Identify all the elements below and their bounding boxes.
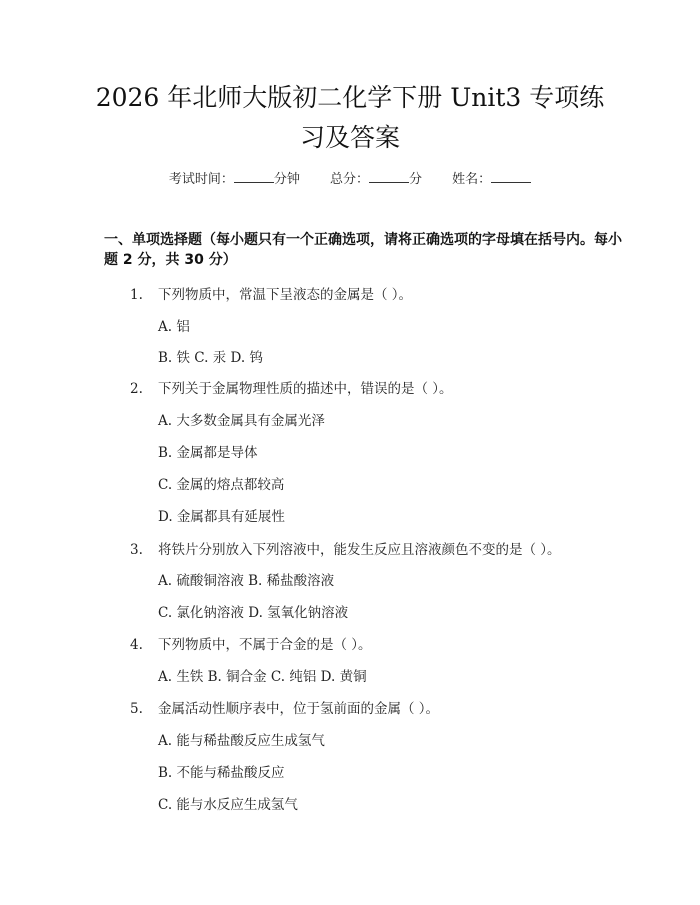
- exam-time: [169, 168, 300, 187]
- question-2-option-d: D. 金属都具有延展性: [158, 509, 285, 525]
- question-5-option-c: C. 能与水反应生成氢气: [158, 797, 298, 813]
- question-5-option-a: A. 能与稀盐酸反应生成氢气: [158, 733, 325, 749]
- question-5: [130, 697, 439, 717]
- question-2-option-a: A. 大多数金属具有金属光泽: [158, 413, 325, 429]
- question-text: 下列物质中，常温下呈液态的金属是（ ）。: [158, 287, 413, 303]
- question-number: 1.: [130, 287, 143, 303]
- title-line-2: 习及答案: [299, 123, 400, 152]
- question-text: 下列物质中，不属于合金的是（ ）。: [158, 637, 372, 653]
- question-4-option-line-1: A. 生铁 B. 铜合金 C. 纯铝 D. 黄铜: [158, 669, 367, 685]
- question-3: [130, 538, 561, 558]
- question-1-option-line-1: A. 铝: [158, 319, 190, 335]
- question-text: 将铁片分别放入下列溶液中，能发生反应且溶液颜色不变的是（ ）。: [158, 542, 561, 558]
- title-line-1: 2026 年北师大版初二化学下册 Unit3 专项练: [95, 83, 605, 112]
- question-3-option-line-2: C. 氯化钠溶液 D. 氢氧化钠溶液: [158, 605, 349, 621]
- question-text: 金属活动性顺序表中，位于氢前面的金属（ ）。: [158, 701, 440, 717]
- time-unit: 分钟: [273, 172, 300, 187]
- student-name: [452, 168, 531, 187]
- question-2: [130, 377, 453, 397]
- name-blank: [491, 170, 531, 183]
- question-5-option-b: B. 不能与稀盐酸反应: [158, 765, 285, 781]
- question-2-option-c: C. 金属的熔点都较高: [158, 477, 285, 493]
- question-number: 3.: [130, 542, 143, 558]
- name-label: 姓名：: [452, 172, 492, 187]
- time-label: 考试时间：: [168, 172, 234, 187]
- question-4: [130, 633, 372, 653]
- page-title: [90, 78, 610, 158]
- section-heading: 一、单项选择题（每小题只有一个正确选项，请将正确选项的字母填在括号内。每小题 2 分，共 30 分）: [104, 232, 622, 268]
- question-number: 4.: [130, 637, 143, 653]
- score-label: 总分：: [329, 172, 369, 187]
- question-1: [130, 283, 412, 303]
- question-text: 下列关于金属物理性质的描述中，错误的是（ ）。: [158, 381, 453, 397]
- score-unit: 分: [409, 172, 423, 187]
- question-1-option-line-2: B. 铁 C. 汞 D. 钨: [158, 350, 263, 366]
- question-2-option-b: B. 金属都是导体: [158, 445, 258, 461]
- exam-meta: [0, 168, 700, 187]
- question-3-option-line-1: A. 硫酸铜溶液 B. 稀盐酸溶液: [158, 573, 335, 589]
- question-number: 5.: [130, 701, 143, 717]
- score-blank: [369, 170, 409, 183]
- question-number: 2.: [130, 381, 143, 397]
- time-blank: [234, 170, 274, 183]
- total-score: [330, 168, 422, 187]
